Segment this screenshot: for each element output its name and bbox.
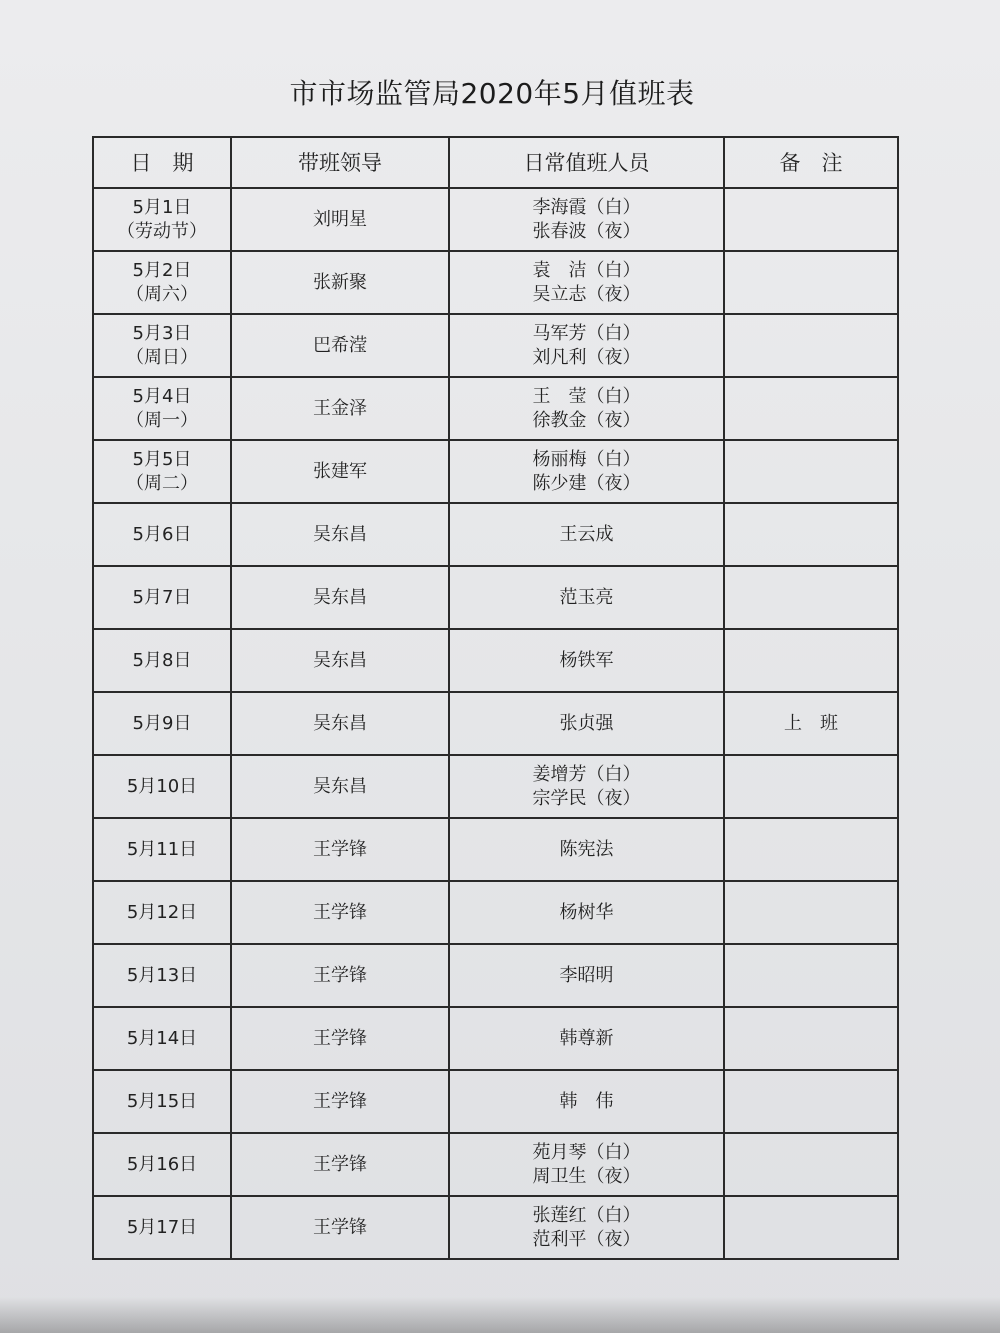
cell-staff [449, 503, 724, 566]
cell-leader: 王学锋 [231, 1133, 449, 1196]
date-text: 5月12日 [126, 901, 198, 923]
staff-name: 张贞强 [559, 712, 614, 734]
cell-note [724, 881, 898, 944]
table-row [93, 566, 898, 629]
cell-leader: 吴东昌 [231, 755, 449, 818]
cell-staff [449, 881, 724, 944]
cell-staff [449, 818, 724, 881]
cell-staff [449, 440, 724, 503]
cell-note [724, 377, 898, 440]
cell-leader: 王金泽 [231, 377, 449, 440]
cell-staff [449, 377, 724, 440]
cell-note [724, 944, 898, 1007]
cell-staff [449, 251, 724, 314]
cell-note: 上 班 [724, 692, 898, 755]
header-leader: 带班领导 [231, 137, 449, 188]
cell-date [93, 1133, 231, 1196]
duty-roster-table [92, 136, 899, 1260]
table-row [93, 1133, 898, 1196]
table-row [93, 1196, 898, 1259]
date-text: 5月10日 [126, 775, 198, 797]
staff-name: 宗学民（夜） [532, 787, 641, 809]
cell-staff [449, 692, 724, 755]
staff-name: 王云成 [559, 523, 614, 545]
cell-staff [449, 188, 724, 251]
cell-staff [449, 566, 724, 629]
cell-note [724, 1196, 898, 1259]
table-row [93, 1070, 898, 1133]
date-text: 5月1日 [132, 196, 192, 218]
staff-name: 苑月琴（白） [532, 1141, 641, 1163]
date-text: 5月15日 [126, 1090, 198, 1112]
date-text: 5月7日 [132, 586, 192, 608]
staff-name: 马军芳（白） [532, 322, 641, 344]
date-text: 5月16日 [126, 1153, 198, 1175]
table-row [93, 818, 898, 881]
table-row [93, 503, 898, 566]
table-row [93, 755, 898, 818]
cell-date [93, 503, 231, 566]
cell-staff [449, 1007, 724, 1070]
table-row [93, 314, 898, 377]
staff-name: 范玉亮 [559, 586, 614, 608]
cell-date [93, 251, 231, 314]
cell-date [93, 440, 231, 503]
cell-date [93, 566, 231, 629]
cell-note [724, 314, 898, 377]
cell-leader: 吴东昌 [231, 692, 449, 755]
cell-date [93, 1007, 231, 1070]
table-row [93, 692, 898, 755]
cell-date [93, 1196, 231, 1259]
date-text: 5月3日 [132, 322, 192, 344]
table-row [93, 377, 898, 440]
cell-staff [449, 629, 724, 692]
staff-name: 吴立志（夜） [532, 283, 641, 305]
date-text: 5月6日 [132, 523, 192, 545]
table-row [93, 251, 898, 314]
date-note-text: （周二） [126, 472, 198, 494]
roster-body [93, 188, 898, 1259]
cell-staff [449, 1070, 724, 1133]
cell-note [724, 188, 898, 251]
cell-leader: 吴东昌 [231, 629, 449, 692]
cell-staff [449, 314, 724, 377]
header-staff: 日常值班人员 [449, 137, 724, 188]
cell-staff [449, 944, 724, 1007]
date-note-text: （劳动节） [117, 220, 207, 242]
staff-name: 陈宪法 [559, 838, 614, 860]
staff-name: 徐教金（夜） [532, 409, 641, 431]
staff-name: 王 莹（白） [532, 385, 641, 407]
cell-date [93, 881, 231, 944]
cell-note [724, 1133, 898, 1196]
cell-note [724, 818, 898, 881]
cell-note [724, 566, 898, 629]
cell-note [724, 251, 898, 314]
header-row [93, 137, 898, 188]
cell-date [93, 692, 231, 755]
cell-date [93, 314, 231, 377]
cell-staff [449, 1133, 724, 1196]
date-text: 5月8日 [132, 649, 192, 671]
staff-name: 韩尊新 [559, 1027, 614, 1049]
cell-date [93, 188, 231, 251]
staff-name: 陈少建（夜） [532, 472, 641, 494]
staff-name: 李海霞（白） [532, 196, 641, 218]
document-title: 市市场监管局2020年5月值班表 [289, 77, 695, 110]
table-row [93, 629, 898, 692]
cell-date [93, 1070, 231, 1133]
cell-note [724, 1070, 898, 1133]
date-text: 5月13日 [126, 964, 198, 986]
header-note: 备 注 [724, 137, 898, 188]
cell-leader: 吴东昌 [231, 503, 449, 566]
cell-note [724, 755, 898, 818]
date-text: 5月2日 [132, 259, 192, 281]
cell-date [93, 755, 231, 818]
photo-shadow [0, 1297, 1000, 1333]
cell-date [93, 377, 231, 440]
staff-name: 杨树华 [559, 901, 614, 923]
table-row [93, 881, 898, 944]
cell-staff [449, 1196, 724, 1259]
cell-note [724, 1007, 898, 1070]
staff-name: 韩 伟 [559, 1090, 614, 1112]
table-row [93, 188, 898, 251]
date-note-text: （周六） [126, 283, 198, 305]
staff-name: 张春波（夜） [532, 220, 641, 242]
table-row [93, 440, 898, 503]
cell-leader: 王学锋 [231, 1070, 449, 1133]
cell-note [724, 503, 898, 566]
cell-staff [449, 755, 724, 818]
date-note-text: （周一） [126, 409, 198, 431]
staff-name: 李昭明 [559, 964, 614, 986]
date-note-text: （周日） [126, 346, 198, 368]
date-text: 5月5日 [132, 448, 192, 470]
cell-note [724, 440, 898, 503]
date-text: 5月11日 [126, 838, 198, 860]
date-text: 5月17日 [126, 1216, 198, 1238]
date-text: 5月4日 [132, 385, 192, 407]
staff-name: 张莲红（白） [532, 1204, 641, 1226]
staff-name: 杨铁军 [559, 649, 614, 671]
cell-leader: 王学锋 [231, 1007, 449, 1070]
staff-name: 袁 洁（白） [532, 259, 641, 281]
cell-leader: 王学锋 [231, 818, 449, 881]
date-text: 5月9日 [132, 712, 192, 734]
cell-note [724, 629, 898, 692]
cell-leader: 王学锋 [231, 1196, 449, 1259]
cell-date [93, 629, 231, 692]
table-row [93, 944, 898, 1007]
staff-name: 范利平（夜） [532, 1228, 641, 1250]
cell-leader: 王学锋 [231, 944, 449, 1007]
cell-leader: 吴东昌 [231, 566, 449, 629]
cell-date [93, 818, 231, 881]
date-text: 5月14日 [126, 1027, 198, 1049]
cell-leader: 巴希滢 [231, 314, 449, 377]
header-date: 日 期 [93, 137, 231, 188]
cell-leader: 刘明星 [231, 188, 449, 251]
table-row [93, 1007, 898, 1070]
staff-name: 周卫生（夜） [532, 1165, 641, 1187]
cell-date [93, 944, 231, 1007]
staff-name: 姜增芳（白） [532, 763, 641, 785]
staff-name: 刘凡利（夜） [532, 346, 641, 368]
cell-leader: 张新聚 [231, 251, 449, 314]
cell-leader: 王学锋 [231, 881, 449, 944]
cell-leader: 张建军 [231, 440, 449, 503]
staff-name: 杨丽梅（白） [532, 448, 641, 470]
